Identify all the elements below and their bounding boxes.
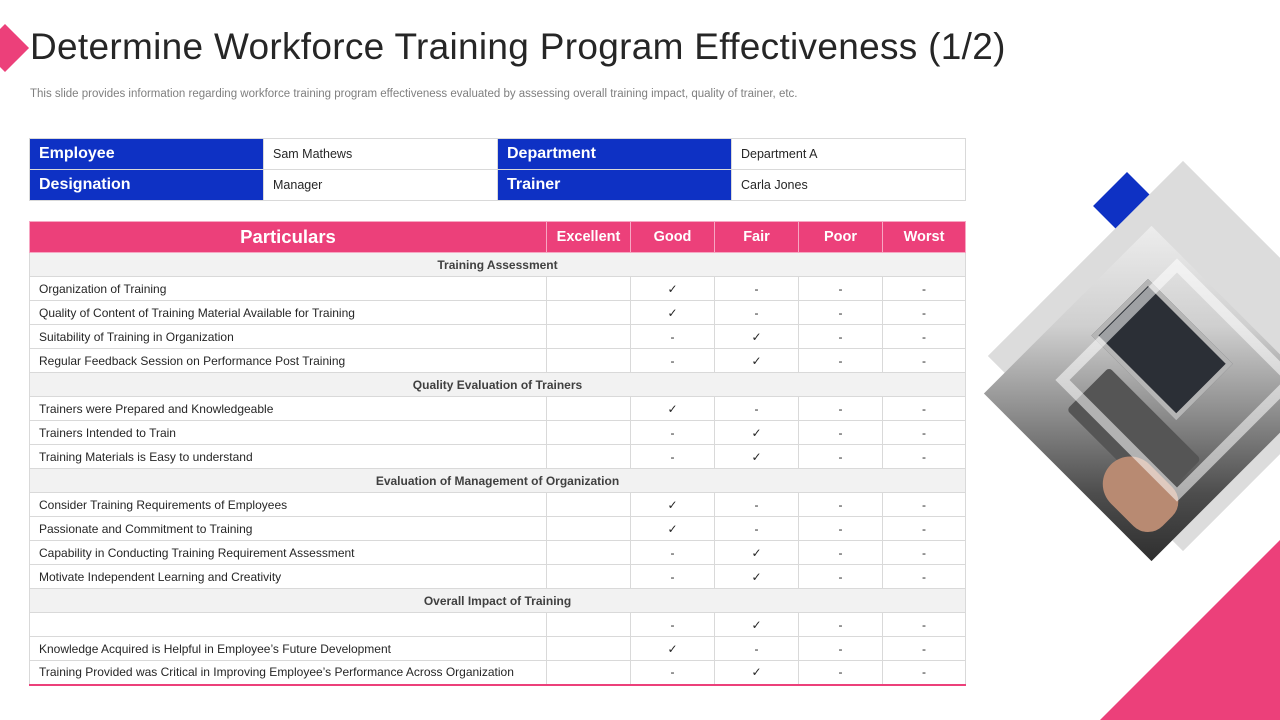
rating-fair-cell: ✓ — [715, 565, 799, 589]
row-label — [30, 613, 547, 637]
rating-fair-cell: - — [715, 301, 799, 325]
row-label: Suitability of Training in Organization — [30, 325, 547, 349]
rating-good-cell: ✓ — [631, 637, 715, 661]
rating-poor-cell: - — [799, 277, 883, 301]
department-value: Department A — [732, 139, 966, 170]
rating-excellent-cell — [547, 277, 631, 301]
row-label: Trainers Intended to Train — [30, 421, 547, 445]
employee-value: Sam Mathews — [264, 139, 498, 170]
trainer-value: Carla Jones — [732, 170, 966, 201]
rating-excellent-cell — [547, 637, 631, 661]
rating-good-cell: - — [631, 349, 715, 373]
rating-excellent-cell — [547, 445, 631, 469]
table-row — [30, 493, 966, 517]
table-row — [30, 613, 966, 637]
rating-good-cell: ✓ — [631, 277, 715, 301]
rating-poor-cell: - — [799, 421, 883, 445]
table-row — [30, 325, 966, 349]
rating-worst-cell: - — [883, 277, 966, 301]
info-row-designation — [30, 170, 966, 201]
section-title: Evaluation of Management of Organization — [30, 469, 966, 493]
header-fair: Fair — [715, 222, 799, 253]
row-label: Regular Feedback Session on Performance Post Training — [30, 349, 547, 373]
table-row — [30, 301, 966, 325]
rating-fair-cell: ✓ — [715, 661, 799, 685]
rating-poor-cell: - — [799, 565, 883, 589]
rating-excellent-cell — [547, 565, 631, 589]
rating-poor-cell: - — [799, 445, 883, 469]
rating-excellent-cell — [547, 421, 631, 445]
rating-excellent-cell — [547, 397, 631, 421]
rating-worst-cell: - — [883, 613, 966, 637]
rating-poor-cell: - — [799, 397, 883, 421]
page-title: Determine Workforce Training Program Effectiveness (1/2) — [30, 26, 1006, 67]
rating-worst-cell: - — [883, 445, 966, 469]
table-row — [30, 541, 966, 565]
row-label: Organization of Training — [30, 277, 547, 301]
rating-fair-cell: ✓ — [715, 541, 799, 565]
table-row — [30, 397, 966, 421]
rating-good-cell: - — [631, 541, 715, 565]
section-row — [30, 469, 966, 493]
header-excellent: Excellent — [547, 222, 631, 253]
rating-fair-cell: ✓ — [715, 349, 799, 373]
rating-worst-cell: - — [883, 349, 966, 373]
rating-fair-cell: - — [715, 397, 799, 421]
table-row — [30, 277, 966, 301]
employee-label: Employee — [30, 139, 264, 170]
row-label: Training Materials is Easy to understand — [30, 445, 547, 469]
evaluation-table — [29, 221, 966, 686]
rating-worst-cell: - — [883, 565, 966, 589]
rating-fair-cell: - — [715, 277, 799, 301]
info-row-employee — [30, 139, 966, 170]
rating-excellent-cell — [547, 301, 631, 325]
rating-good-cell: - — [631, 565, 715, 589]
row-label: Quality of Content of Training Material Available for Training — [30, 301, 547, 325]
rating-fair-cell: ✓ — [715, 613, 799, 637]
rating-worst-cell: - — [883, 301, 966, 325]
row-label: Capability in Conducting Training Requirement Assessment — [30, 541, 547, 565]
row-label: Training Provided was Critical in Improving Employee’s Performance Across Organization — [30, 661, 547, 685]
table-row — [30, 445, 966, 469]
rating-poor-cell: - — [799, 613, 883, 637]
rating-worst-cell: - — [883, 517, 966, 541]
rating-poor-cell: - — [799, 541, 883, 565]
rating-worst-cell: - — [883, 493, 966, 517]
evaluation-header-row — [30, 222, 966, 253]
section-row — [30, 253, 966, 277]
employee-info-table — [29, 138, 966, 201]
rating-worst-cell: - — [883, 637, 966, 661]
row-label: Consider Training Requirements of Employees — [30, 493, 547, 517]
rating-poor-cell: - — [799, 301, 883, 325]
rating-poor-cell: - — [799, 517, 883, 541]
trainer-label: Trainer — [498, 170, 732, 201]
rating-good-cell: ✓ — [631, 517, 715, 541]
rating-excellent-cell — [547, 517, 631, 541]
rating-worst-cell: - — [883, 421, 966, 445]
rating-good-cell: - — [631, 421, 715, 445]
table-row — [30, 661, 966, 685]
title-accent-arrow — [0, 24, 29, 72]
rating-fair-cell: ✓ — [715, 445, 799, 469]
header-worst: Worst — [883, 222, 966, 253]
evaluation-body — [30, 253, 966, 685]
table-row — [30, 517, 966, 541]
row-label: Passionate and Commitment to Training — [30, 517, 547, 541]
table-row — [30, 565, 966, 589]
pink-corner-decoration — [1100, 540, 1280, 720]
rating-good-cell: - — [631, 613, 715, 637]
section-title: Training Assessment — [30, 253, 966, 277]
rating-fair-cell: ✓ — [715, 325, 799, 349]
rating-excellent-cell — [547, 541, 631, 565]
rating-excellent-cell — [547, 349, 631, 373]
rating-worst-cell: - — [883, 397, 966, 421]
rating-worst-cell: - — [883, 325, 966, 349]
rating-excellent-cell — [547, 613, 631, 637]
rating-good-cell: - — [631, 445, 715, 469]
rating-fair-cell: ✓ — [715, 421, 799, 445]
row-label: Trainers were Prepared and Knowledgeable — [30, 397, 547, 421]
rating-excellent-cell — [547, 493, 631, 517]
row-label: Knowledge Acquired is Helpful in Employee’s Future Development — [30, 637, 547, 661]
rating-excellent-cell — [547, 325, 631, 349]
rating-worst-cell: - — [883, 541, 966, 565]
table-row — [30, 421, 966, 445]
rating-fair-cell: - — [715, 493, 799, 517]
rating-good-cell: ✓ — [631, 301, 715, 325]
row-label: Motivate Independent Learning and Creativity — [30, 565, 547, 589]
header-particulars: Particulars — [30, 222, 547, 253]
rating-fair-cell: - — [715, 517, 799, 541]
section-title: Quality Evaluation of Trainers — [30, 373, 966, 397]
rating-good-cell: ✓ — [631, 493, 715, 517]
section-title: Overall Impact of Training — [30, 589, 966, 613]
rating-good-cell: - — [631, 661, 715, 685]
rating-poor-cell: - — [799, 661, 883, 685]
designation-label: Designation — [30, 170, 264, 201]
rating-poor-cell: - — [799, 325, 883, 349]
table-row — [30, 349, 966, 373]
page-subtitle: This slide provides information regarding workforce training program effectiveness evaluated by assessing overall training impact, quality of trainer, etc. — [30, 88, 798, 100]
rating-excellent-cell — [547, 661, 631, 685]
section-row — [30, 589, 966, 613]
section-row — [30, 373, 966, 397]
header-poor: Poor — [799, 222, 883, 253]
rating-poor-cell: - — [799, 349, 883, 373]
department-label: Department — [498, 139, 732, 170]
designation-value: Manager — [264, 170, 498, 201]
rating-good-cell: - — [631, 325, 715, 349]
header-good: Good — [631, 222, 715, 253]
table-row — [30, 637, 966, 661]
rating-poor-cell: - — [799, 493, 883, 517]
rating-worst-cell: - — [883, 661, 966, 685]
rating-poor-cell: - — [799, 637, 883, 661]
rating-good-cell: ✓ — [631, 397, 715, 421]
rating-fair-cell: - — [715, 637, 799, 661]
